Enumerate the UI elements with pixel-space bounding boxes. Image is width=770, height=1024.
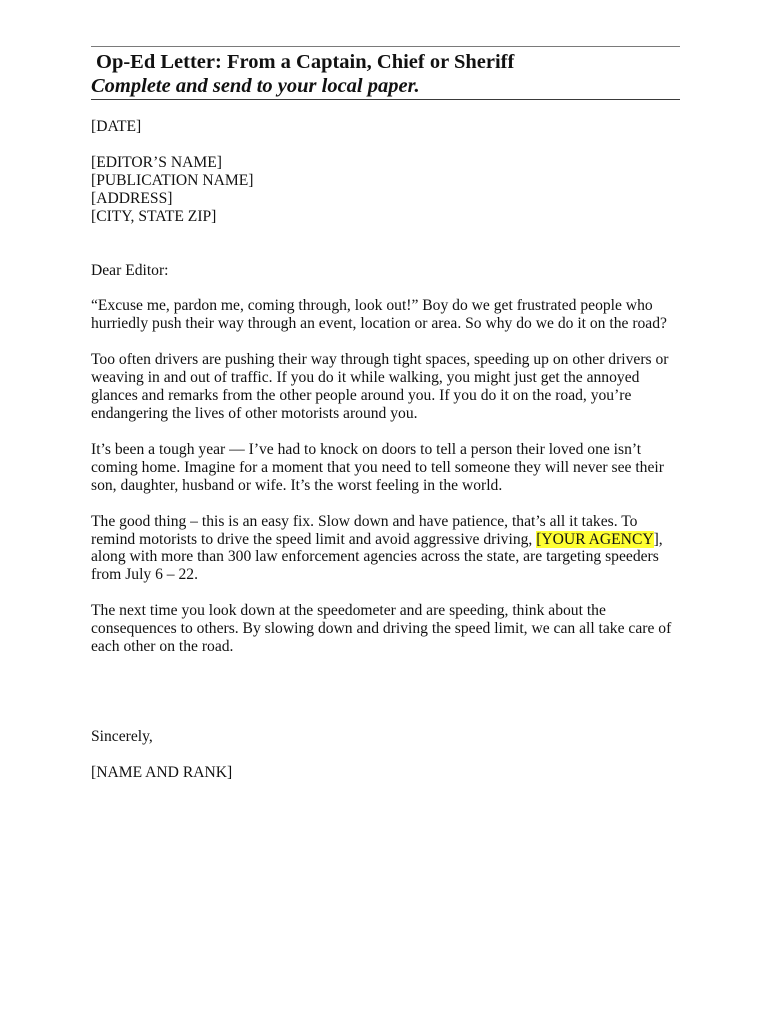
paragraph-3: It’s been a tough year — I’ve had to knock on doors to tell a person their loved one isn’t coming home. Imagine for a moment that you need to tell someone they will never see their son, daughter, husband or wife. It’s the worst feeling in the world.	[91, 440, 664, 494]
signature-placeholder: [NAME AND RANK]	[91, 763, 233, 781]
paragraph-1: “Excuse me, pardon me, coming through, look out!” Boy do we get frustrated people who hurriedly push their way through an event, location or area. So why do we do it on the road?	[91, 297, 667, 333]
paragraph-4-start: The good thing – this is an easy fix. Slow down and have patience, that’s all it takes. To remind motorists to drive the speed limit and avoid aggressive driving,	[91, 512, 638, 548]
recipient-address	[91, 154, 680, 226]
paragraph-2: Too often drivers are pushing their way through tight spaces, speeding up on other drivers or weaving in and out of traffic. If you do it while walking, you might just get the annoyed glances and remarks from the other people around you. If you do it on the road, you’re endangering the lives of other motorists around you.	[91, 351, 669, 422]
salutation: Dear Editor:	[91, 261, 169, 279]
document-subtitle: Complete and send to your local paper.	[91, 75, 420, 97]
address-line: [EDITOR’S NAME]	[91, 153, 222, 171]
document-header	[91, 46, 680, 100]
closing: Sincerely,	[91, 727, 153, 745]
letter-body	[91, 118, 680, 782]
agency-placeholder-highlight: [YOUR AGENCY	[536, 530, 654, 548]
document-title: Op-Ed Letter: From a Captain, Chief or Sheriff	[96, 51, 515, 73]
paragraph-4	[91, 513, 680, 585]
letter-date: [DATE]	[91, 118, 142, 135]
address-line: [PUBLICATION NAME]	[91, 171, 254, 189]
address-line: [ADDRESS]	[91, 189, 173, 207]
document-page	[91, 46, 680, 782]
paragraph-5: The next time you look down at the speedometer and are speeding, think about the consequences to others. By slowing down and driving the speed limit, we can all take care of each other on the road.	[91, 602, 672, 656]
address-line: [CITY, STATE ZIP]	[91, 207, 217, 225]
paragraph-4-end: ], along with more than 300 law enforcement agencies across the state, are targeting speeders from July 6 – 22.	[91, 530, 663, 584]
